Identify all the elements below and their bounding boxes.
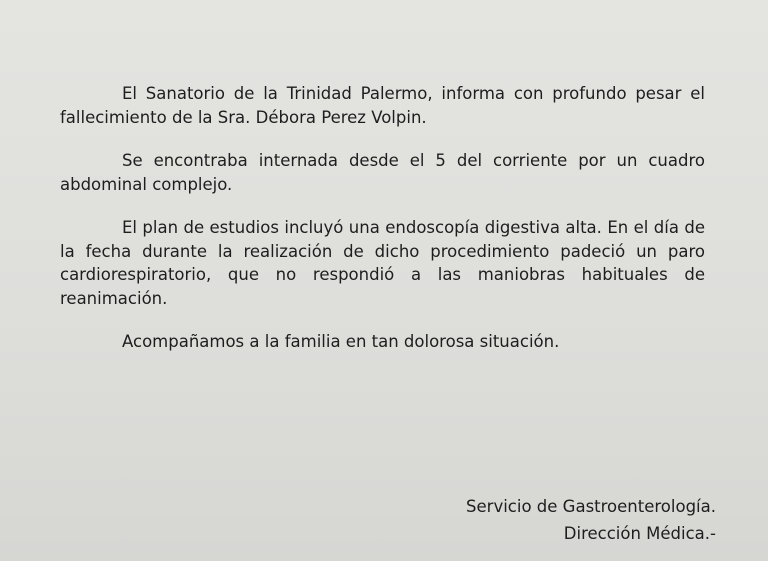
signature-department: Servicio de Gastroenterología. — [466, 497, 716, 516]
signature-direction: Dirección Médica.- — [563, 524, 716, 543]
paragraph-admission: Se encontraba internada desde el 5 del corriente por un cuadro abdominal complejo. — [60, 151, 705, 194]
signature-block — [466, 493, 716, 547]
paragraph-procedure: El plan de estudios incluyó una endoscopía digestiva alta. En el día de la fecha durante la realización de dicho procedimiento padeció un paro cardiorespiratorio, que no respondió a las maniobras habituales de reanimación. — [60, 218, 705, 308]
paragraph-condolences: Acompañamos a la familia en tan dolorosa situación. — [122, 332, 560, 351]
document-body — [60, 82, 705, 354]
paragraph-announcement: El Sanatorio de la Trinidad Palermo, informa con profundo pesar el fallecimiento de la Sra. Débora Perez Volpin. — [60, 84, 705, 127]
